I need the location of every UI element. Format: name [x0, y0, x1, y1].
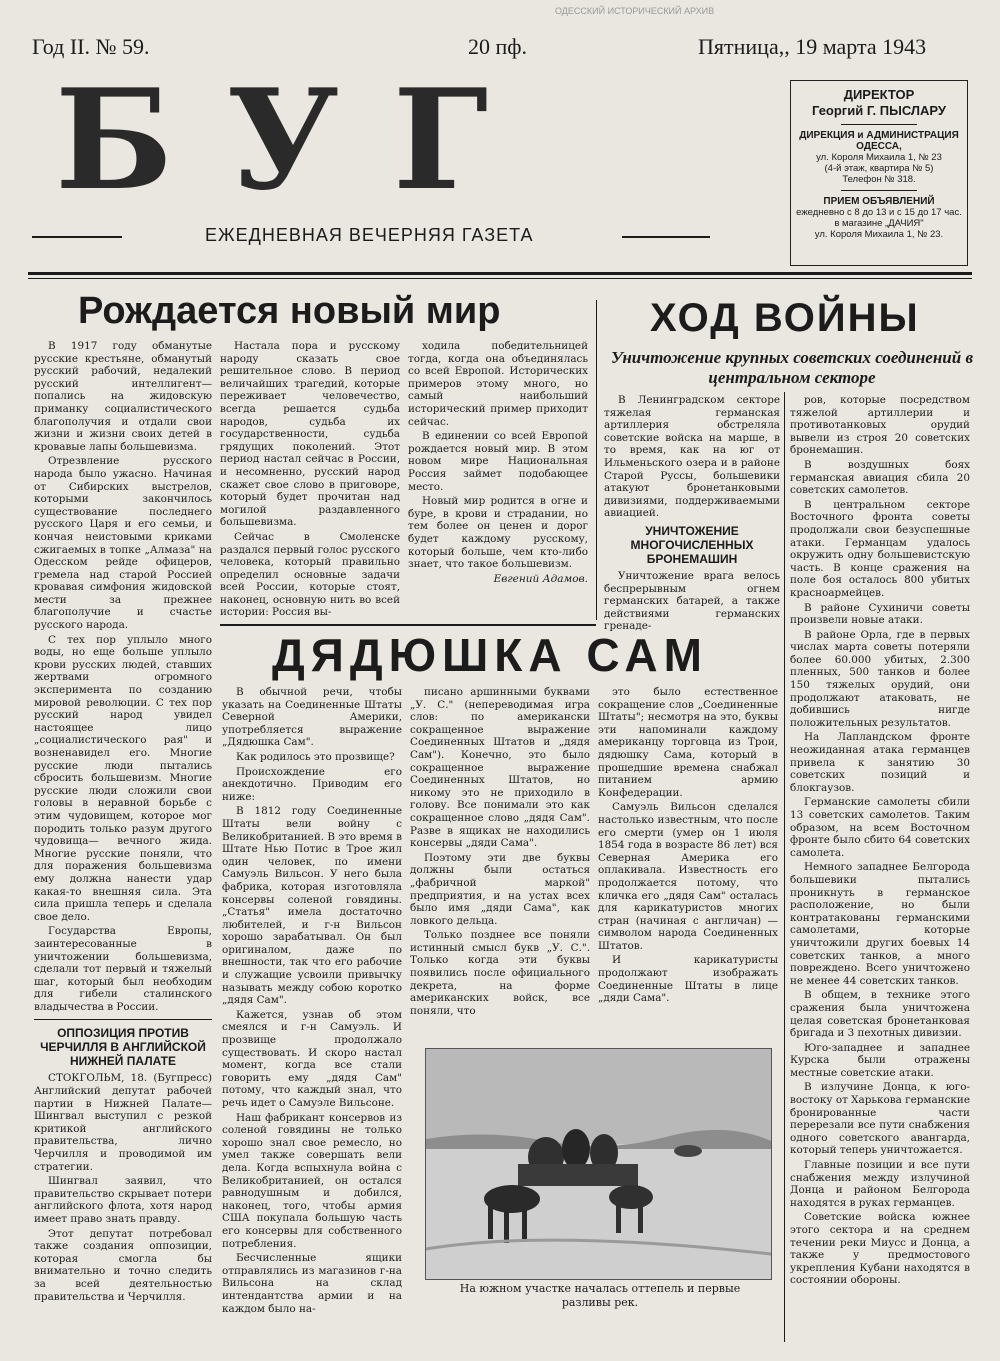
paragraph: Настала пора и русскому народу сказать свое решительное слово. В период величайших трагедий, которые переживает человечество, всегда решается судьба народов, судьба их государственности, судьба грядущих поколений. Этот период настал сейчас в России, и несомненно, русский народ скажет свое слово в приговоре, который будет прочитан над могилой раздавленного большевизма. — [220, 340, 400, 529]
paragraph: В единении со всей Европой рождается новый мир. В этом новом мире Национальная Россия займет подобающее место. — [408, 430, 588, 493]
paragraph: В центральном секторе Восточного фронта советы продолжали свои безуспешные атаки. Германцам удалось окружить одну большевистскую часть. В конце сражения на поле боя осталось 800 убитых красноармейцев. — [790, 498, 970, 599]
address-line: ул. Короля Михаила 1, № 23 — [816, 152, 942, 163]
article-column — [222, 686, 402, 1346]
ads-address: ул. Короля Михаила 1, № 23. — [814, 229, 944, 240]
article-column — [410, 686, 590, 1026]
paragraph: Как родилось это прозвище? — [236, 750, 395, 763]
newspaper-subtitle: ЕЖЕДНЕВНАЯ ВЕЧЕРНЯЯ ГАЗЕТА — [205, 225, 534, 245]
archive-stamp: ОДЕССКИЙ ИСТОРИЧЕСКИЙ АРХИВ — [555, 6, 715, 16]
price: 20 пф. — [468, 34, 528, 59]
paragraph: писано аршинными буквами „У. С." (непереводимая игра слов: по американски сокращенное выражение Соединенных Штатов и „дядя Сам"). Конечно, это было сокращенное выражение Соединенных Штатов, но никому это не приходило в голову. Все понимали это как сокращенное слово „дядя Сам". Разве в ящиках не находились консервы „дяди Сама". — [410, 686, 590, 850]
paragraph: ходила победительницей тогда, когда она объединялась со всей Европой. Исторических примеров этому много, но самый наибольший исторический пример приходит сейчас. — [408, 340, 588, 428]
column-rule — [596, 300, 597, 620]
headline-war: ХОД ВОЙНЫ — [650, 296, 920, 340]
divider — [622, 236, 710, 238]
article-column — [790, 394, 970, 1352]
paragraph: Германские самолеты сбили 13 советских самолетов. Таким образом, на всем Восточном фронте было сбито 64 советских самолета. — [790, 796, 970, 859]
paragraph: В 1812 году Соединенные Штаты вели войну с Великобританией. В это время в Штате Нью Потис в Трое жил один человек, по имени Самуэль Вильсон. У него была фабрика, которая изготовляла консервы соленой говядины. „Статья" имела достаточно любителей, и г-н Вильсон хорошо зарабатывал. Он был оригиналом, даже по внешности, так что его рабочие и служащие усвоили привычку называть между собою коротко „дядя Сам". — [222, 805, 402, 1007]
paragraph: Происхождение его анекдотично. Приводим его ниже: — [222, 765, 402, 803]
admin-label: ДИРЕКЦИЯ и АДМИНИСТРАЦИЯ ОДЕССА, — [799, 130, 959, 152]
paragraph: это было естественное сокращение слов „Соединенные Штаты"; несмотря на это, буквы эти напоминали каждому американцу торговца из Трои, дядюшку Сама, который в прошедшие времена снабжал питанием армию Конфедерации. — [598, 686, 778, 799]
paragraph: Кажется, узнав об этом смеялся и г-н Самуэль. И прозвище продолжало существовать. И скоро настал момент, когда все стали говорить ему „дядя Сам" потому, что каждый знал, что речь идет о Самуэле Вильсоне. — [222, 1008, 402, 1109]
paragraph: В 1917 году обманутые русские крестьяне, обманутый русский рабочий, недалекий русский интеллигент—попались на жидовскую приманку социалистического благополучия и отдали свои жизни и жизни своих детей в кровавые лапы большевизма. — [34, 340, 212, 453]
paragraph: Шингвал заявил, что правительство скрывает потери английского флота, хотя народ имеет право знать правду. — [34, 1175, 212, 1225]
divider — [34, 1019, 212, 1020]
article-column — [604, 394, 780, 634]
war-subhead: УНИЧТОЖЕНИЕ МНОГОЧИСЛЕННЫХ БРОНЕМАШИН — [630, 523, 754, 566]
paragraph: Государства Европы, заинтересованные в уничтожении большевизма, сделали тот первый и тяжелый шаг, который был необходим для гибели сталинского владычества в России. — [34, 925, 212, 1013]
paragraph: Главные позиции и все пути снабжения между излучиной Донца и районом Белгорода находятся в руках германцев. — [790, 1159, 970, 1209]
sleigh-scene-image — [426, 1049, 771, 1279]
publisher-info-box — [790, 80, 968, 266]
paragraph: На Лапландском фронте неожиданная атака германцев привела к занятию 30 советских позиций и блокгаузов. — [790, 731, 970, 794]
paragraph: В обычной речи, чтобы указать на Соединенные Штаты Северной Америки, употребляется выражение „Дядюшка Сам". — [222, 686, 402, 749]
paragraph: В излучине Донца, к юго-востоку от Харькова германские бронированные части перерезали все пути снабжения одного советского авангарда, который теперь уничтожается. — [790, 1081, 970, 1157]
section-rule — [220, 624, 596, 626]
divider — [841, 124, 917, 125]
paragraph: Самуэль Вильсон сделался настолько известным, что после его смерти (умер он 1 июля 1854 года в возрасте 86 лет) вся Северная Америка его оплакивала. Известность его продолжается потому, что кличка его „дядя Сам" осталась для карикатуристов многих стран (начиная с англичан) — символом народа Соединенных Штатов. — [598, 801, 778, 952]
headline-uncle-sam: ДЯДЮШКА САМ — [272, 629, 708, 681]
paragraph: Поэтому эти две буквы должны были остаться „фабричной маркой" предприятия, и на устах всех было имя „дяди Сама", как ловкого дельца. — [410, 851, 590, 927]
paragraph: Уничтожение врага велось беспрерывным огнем германских батарей, а также действиями германских гренаде- — [604, 569, 780, 633]
address-line: (4-й этаж, квартира № 5) — [824, 163, 934, 174]
author-signature: Евгений Адамов. — [493, 572, 588, 585]
article-column — [408, 340, 588, 620]
news-photo — [425, 1048, 772, 1280]
paragraph: В воздушных боях германская авиация сбила 20 советских самолетов. — [790, 458, 970, 497]
ads-label: ПРИЕМ ОБЪЯВЛЕНИЙ — [823, 196, 935, 207]
paragraph: Этот депутат потребовал также создания оппозиции, которая смогла бы внимательно и точно следить за всей деятельностью правительства и Черчилля. — [34, 1227, 212, 1303]
paragraph: Бесчисленные ящики отправлялись из магазинов г-на Вильсона на склад интендантства армии и на каждом было на- — [222, 1252, 402, 1315]
war-subtitle: Уничтожение крупных советских соединений в центральном секторе — [610, 348, 974, 387]
director-label: ДИРЕКТОР — [843, 87, 915, 102]
paragraph: И карикатуристы продолжают изображать Соединенные Штаты в лице „дяди Сама". — [598, 954, 778, 1005]
paragraph: В общем, в технике этого сражения была уничтожена целая советская бронетанковая бригада и 3 пехотных дивизии. — [790, 989, 970, 1040]
director-name: Георгий Г. ПЫСЛАРУ — [811, 103, 947, 118]
article-column — [598, 686, 778, 1026]
phone: Телефон № 318. — [842, 174, 916, 185]
paragraph: С тех пор уплыло много воды, но еще больше уплыло крови русских людей, ставших жертвами огромного эксперимента по созданию мировой революции. С тех пор русский народ увидел настоящее лицо „социалистического рая" и возненавидел его. Многие русские люди пытались сбросить большевизм. Многие русские люди сложили свои головы в неравной борьбе с этим чудовищем, которое мог породить только разум другого чудовища— вечного жида. Многие русские поняли, что для поражения большевизма ему должна нанести удар какая-то внешняя сила. Эта сила пришла теперь и сделала свое дело. — [34, 633, 212, 923]
paragraph: Сейчас в Смоленске раздался первый голос русского человека, который правильно определил основные задачи всей России, которые стоят, наконец, основную нить во всей истории: Россия вы- — [220, 530, 400, 619]
divider — [841, 190, 917, 191]
ads-place: в магазине „ДАЧИЯ" — [834, 218, 924, 229]
paragraph: Наш фабрикант консервов из соленой говядины не только хорошо знал свое ремесло, но умел также совершать вели дела. Когда вспыхнула война с Великобританией, он остался равнодушным и добился, наконец, того, чтобы армия США покупала большую часть его консервы для собственного потребления. — [222, 1111, 402, 1250]
issue-number: Год II. № 59. — [32, 34, 150, 59]
paragraph: В районе Орла, где в первых числах марта советы потеряли более 60.000 убитых, 2.300 пленных, 500 танков и более 150 тяжелых орудий, они продолжают атаковать, не добившись нигде положительных результатов. — [790, 628, 970, 729]
masthead-title: БУГ — [55, 58, 543, 221]
paragraph: СТОКГОЛЬМ, 18. (Бугпресс) Английский депутат рабочей партии в Нижней Палате— Шингвал выступил с резкой критикой английского правительства, лично Черчилля и проводимой им стратегии. — [34, 1072, 212, 1173]
article-column — [34, 340, 212, 1352]
paragraph: ров, которые посредством тяжелой артиллерии и противотанковых орудий вывели из строя 20 советских бронемашин. — [790, 394, 970, 457]
divider — [32, 236, 122, 238]
paragraph: В районе Сухиничи советы произвели новые атаки. — [790, 601, 970, 627]
column-rule — [784, 392, 785, 1342]
ads-hours: ежедневно с 8 до 13 и с 15 до 17 час. — [796, 207, 962, 218]
photo-caption: На южном участке началась оттепель и первые разливы рек. — [459, 1282, 741, 1309]
paragraph: Немного западнее Белгорода большевики пытались проникнуть в германское расположение, но были контратакованы германскими самолетами, которые уничтожили других боевых 14 советских танков, а много повреждено. Всего уничтожено не менее 44 советских танков. — [790, 861, 970, 987]
paragraph: Новый мир родится в огне и буре, в крови и страдании, но тем более он ценен и дорог будет каждому русскому, который больше, чем кто-либо знает, что такое большевизм. — [408, 495, 588, 571]
paragraph: В Ленинградском секторе тяжелая германская артиллерия обстреляла советские войска на марше, в то время, как на юг от Ильменьского озера и в районе Старой Руссы, большевики атакуют бронетанковыми дивизиями, поддерживаемыми авиацией. — [604, 394, 780, 520]
header-rule-thin — [28, 278, 972, 279]
paragraph: Юго-западнее и западнее Курска были отражены местные советские атаки. — [790, 1041, 970, 1079]
header-rule — [28, 272, 972, 275]
paragraph: Только позднее все поняли истинный смысл букв „У. С.". Только когда эти буквы появились после официального декрета, на форме американских войск, все поняли, что — [410, 929, 590, 1017]
issue-date: Пятница,, 19 марта 1943 — [698, 34, 927, 59]
article-column — [220, 340, 400, 619]
headline-new-world: Рождается новый мир — [78, 290, 501, 332]
paragraph: Отрезвление русского народа было ужасно. Начиная от Сибирских выстрелов, которыми закончилось существование последнего русского Царя и его семьи, и кончая неистовыми криками сжигаемых в топке „Алмаза" на Одесском рейде офицеров, гремела над старой Россией кровавая симфония жидовской мести за прежнее благополучие и счастье русского народа. — [34, 455, 212, 632]
headline-churchill: ОППОЗИЦИЯ ПРОТИВ ЧЕРЧИЛЛЯ В АНГЛИЙСКОЙ НИЖНЕЙ ПАЛАТЕ — [40, 1026, 206, 1069]
paragraph: Советские войска южнее этого сектора и на среднем течении реки Миусс и Донца, а также у предмостового укрепления Кубани находятся в состоянии обороны. — [790, 1211, 970, 1287]
